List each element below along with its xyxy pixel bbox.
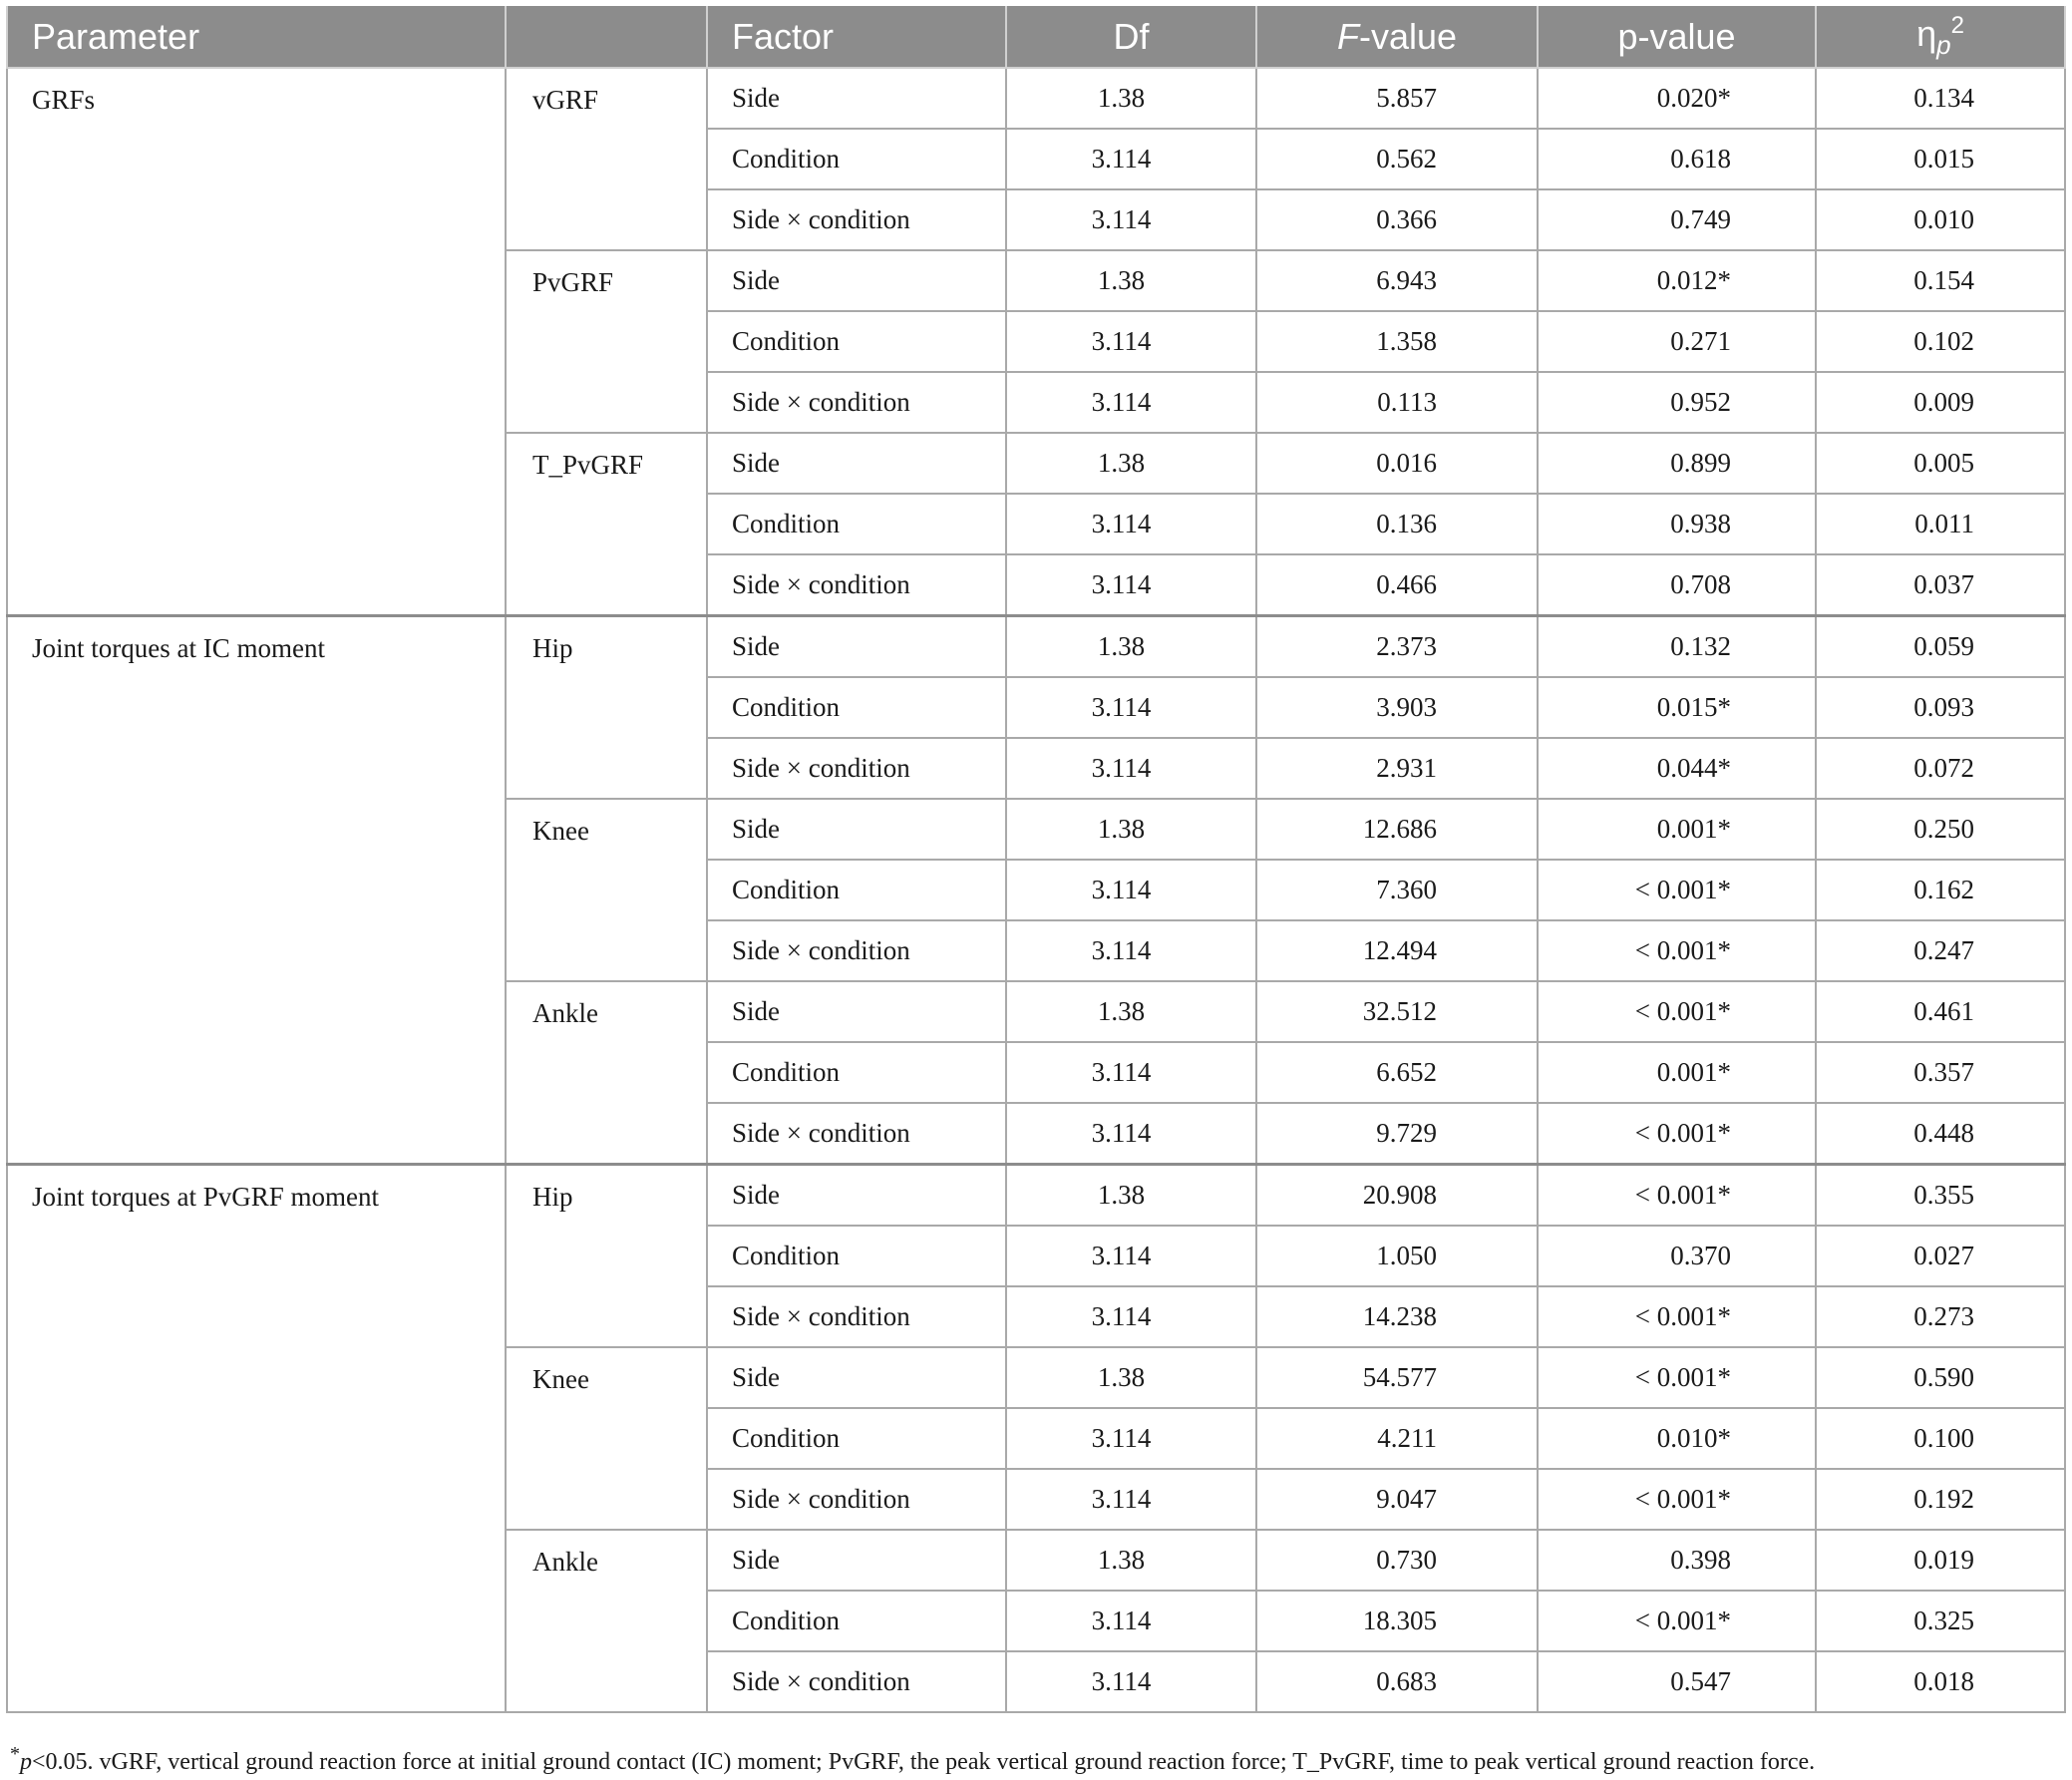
f-value-cell: 3.903 — [1256, 677, 1538, 738]
f-value-cell: 7.360 — [1256, 860, 1538, 920]
f-value-cell: 18.305 — [1256, 1591, 1538, 1651]
p-value-cell: 0.708 — [1538, 554, 1816, 616]
p-value-cell: 0.370 — [1538, 1226, 1816, 1286]
subparameter-cell: Knee — [506, 1347, 707, 1530]
p-value-cell: 0.001* — [1538, 1042, 1816, 1103]
footnote-star: * — [10, 1743, 20, 1765]
df-cell: 3.114 — [1006, 554, 1256, 616]
p-value-cell: 0.010* — [1538, 1408, 1816, 1469]
df-cell: 3.114 — [1006, 1286, 1256, 1347]
factor-cell: Condition — [707, 1591, 1006, 1651]
subparameter-cell: PvGRF — [506, 250, 707, 433]
df-cell: 3.114 — [1006, 1469, 1256, 1530]
p-value-cell: 0.132 — [1538, 616, 1816, 678]
p-value-cell: < 0.001* — [1538, 1347, 1816, 1408]
eta-cell: 0.357 — [1816, 1042, 2065, 1103]
factor-cell: Side × condition — [707, 738, 1006, 799]
df-cell: 3.114 — [1006, 494, 1256, 554]
eta-cell: 0.027 — [1816, 1226, 2065, 1286]
factor-cell: Side × condition — [707, 554, 1006, 616]
df-cell: 3.114 — [1006, 1408, 1256, 1469]
p-value-cell: < 0.001* — [1538, 920, 1816, 981]
p-value-cell: < 0.001* — [1538, 1103, 1816, 1165]
eta-cell: 0.005 — [1816, 433, 2065, 494]
factor-cell: Condition — [707, 129, 1006, 189]
df-cell: 3.114 — [1006, 677, 1256, 738]
f-value-cell: 0.683 — [1256, 1651, 1538, 1712]
factor-cell: Condition — [707, 494, 1006, 554]
factor-cell: Side — [707, 981, 1006, 1042]
parameter-cell: Joint torques at IC moment — [7, 616, 506, 1165]
df-cell: 1.38 — [1006, 981, 1256, 1042]
factor-cell: Side × condition — [707, 1103, 1006, 1165]
f-value-cell: 9.047 — [1256, 1469, 1538, 1530]
f-value-cell: 32.512 — [1256, 981, 1538, 1042]
table-row — [7, 1165, 2065, 1227]
p-value-cell: 0.020* — [1538, 68, 1816, 129]
header-eta — [1816, 6, 2065, 68]
parameter-cell: GRFs — [7, 68, 506, 616]
p-value-cell: 0.001* — [1538, 799, 1816, 860]
parameter-cell: Joint torques at PvGRF moment — [7, 1165, 506, 1713]
factor-cell: Side × condition — [707, 1469, 1006, 1530]
factor-cell: Condition — [707, 1226, 1006, 1286]
f-value-cell: 5.857 — [1256, 68, 1538, 129]
eta-cell: 0.015 — [1816, 129, 2065, 189]
table-footnote — [10, 1743, 2064, 1776]
df-cell: 1.38 — [1006, 68, 1256, 129]
df-cell: 1.38 — [1006, 1530, 1256, 1591]
header-eta-sup: 2 — [1950, 11, 1964, 39]
eta-cell: 0.192 — [1816, 1469, 2065, 1530]
df-cell: 3.114 — [1006, 1591, 1256, 1651]
f-value-cell: 4.211 — [1256, 1408, 1538, 1469]
subparameter-cell: T_PvGRF — [506, 433, 707, 616]
factor-cell: Condition — [707, 311, 1006, 372]
eta-cell: 0.162 — [1816, 860, 2065, 920]
df-cell: 3.114 — [1006, 189, 1256, 250]
header-f-letter: F — [1336, 15, 1359, 57]
f-value-cell: 1.358 — [1256, 311, 1538, 372]
eta-cell: 0.590 — [1816, 1347, 2065, 1408]
eta-cell: 0.448 — [1816, 1103, 2065, 1165]
subparameter-cell: Hip — [506, 1165, 707, 1348]
eta-cell: 0.273 — [1816, 1286, 2065, 1347]
results-table-container — [6, 6, 2064, 1713]
f-value-cell: 9.729 — [1256, 1103, 1538, 1165]
df-cell: 3.114 — [1006, 1651, 1256, 1712]
eta-cell: 0.461 — [1816, 981, 2065, 1042]
df-cell: 3.114 — [1006, 738, 1256, 799]
factor-cell: Side × condition — [707, 372, 1006, 433]
header-eta-sub: p — [1936, 30, 1951, 61]
eta-cell: 0.018 — [1816, 1651, 2065, 1712]
f-value-cell: 12.494 — [1256, 920, 1538, 981]
f-value-cell: 1.050 — [1256, 1226, 1538, 1286]
df-cell: 3.114 — [1006, 920, 1256, 981]
p-value-cell: 0.547 — [1538, 1651, 1816, 1712]
f-value-cell: 0.136 — [1256, 494, 1538, 554]
f-value-cell: 2.373 — [1256, 616, 1538, 678]
f-value-cell: 6.943 — [1256, 250, 1538, 311]
subparameter-cell: Ankle — [506, 981, 707, 1165]
p-value-cell: < 0.001* — [1538, 981, 1816, 1042]
eta-cell: 0.011 — [1816, 494, 2065, 554]
p-value-cell: < 0.001* — [1538, 1591, 1816, 1651]
p-value-cell: 0.012* — [1538, 250, 1816, 311]
f-value-cell: 20.908 — [1256, 1165, 1538, 1227]
factor-cell: Side — [707, 68, 1006, 129]
table-row — [7, 68, 2065, 129]
factor-cell: Condition — [707, 1042, 1006, 1103]
f-value-cell: 6.652 — [1256, 1042, 1538, 1103]
header-f-rest: -value — [1358, 15, 1458, 57]
eta-cell: 0.059 — [1816, 616, 2065, 678]
factor-cell: Side — [707, 799, 1006, 860]
footnote-p: p — [20, 1749, 32, 1775]
eta-cell: 0.072 — [1816, 738, 2065, 799]
df-cell: 3.114 — [1006, 1103, 1256, 1165]
df-cell: 1.38 — [1006, 616, 1256, 678]
df-cell: 1.38 — [1006, 1165, 1256, 1227]
p-value-cell: 0.398 — [1538, 1530, 1816, 1591]
header-subparameter — [506, 6, 707, 68]
df-cell: 3.114 — [1006, 1042, 1256, 1103]
df-cell: 3.114 — [1006, 311, 1256, 372]
p-value-cell: 0.938 — [1538, 494, 1816, 554]
p-value-cell: 0.271 — [1538, 311, 1816, 372]
p-value-cell: < 0.001* — [1538, 1286, 1816, 1347]
table-row — [7, 616, 2065, 678]
footnote-text: <0.05. vGRF, vertical ground reaction force at initial ground contact (IC) moment; PvGRF, the peak vertical ground reaction force; T_PvGRF, time to peak vertical ground reaction force. — [32, 1749, 1816, 1775]
p-value-cell: < 0.001* — [1538, 1469, 1816, 1530]
p-value-cell: < 0.001* — [1538, 1165, 1816, 1227]
p-value-cell: 0.952 — [1538, 372, 1816, 433]
factor-cell: Side × condition — [707, 1651, 1006, 1712]
f-value-cell: 0.562 — [1256, 129, 1538, 189]
df-cell: 3.114 — [1006, 1226, 1256, 1286]
eta-cell: 0.134 — [1816, 68, 2065, 129]
f-value-cell: 54.577 — [1256, 1347, 1538, 1408]
header-factor: Factor — [707, 6, 1006, 68]
factor-cell: Side — [707, 250, 1006, 311]
factor-cell: Condition — [707, 1408, 1006, 1469]
p-value-cell: 0.749 — [1538, 189, 1816, 250]
factor-cell: Side × condition — [707, 189, 1006, 250]
factor-cell: Condition — [707, 677, 1006, 738]
eta-cell: 0.019 — [1816, 1530, 2065, 1591]
eta-cell: 0.100 — [1816, 1408, 2065, 1469]
df-cell: 1.38 — [1006, 799, 1256, 860]
factor-cell: Side × condition — [707, 920, 1006, 981]
p-value-cell: < 0.001* — [1538, 860, 1816, 920]
eta-cell: 0.250 — [1816, 799, 2065, 860]
f-value-cell: 12.686 — [1256, 799, 1538, 860]
factor-cell: Side — [707, 1347, 1006, 1408]
df-cell: 3.114 — [1006, 372, 1256, 433]
eta-cell: 0.325 — [1816, 1591, 2065, 1651]
anova-results-table — [6, 6, 2066, 1713]
df-cell: 3.114 — [1006, 129, 1256, 189]
factor-cell: Side × condition — [707, 1286, 1006, 1347]
f-value-cell: 14.238 — [1256, 1286, 1538, 1347]
df-cell: 1.38 — [1006, 433, 1256, 494]
subparameter-cell: Ankle — [506, 1530, 707, 1712]
f-value-cell: 0.366 — [1256, 189, 1538, 250]
f-value-cell: 0.730 — [1256, 1530, 1538, 1591]
eta-cell: 0.154 — [1816, 250, 2065, 311]
p-value-cell: 0.618 — [1538, 129, 1816, 189]
eta-cell: 0.355 — [1816, 1165, 2065, 1227]
factor-cell: Side — [707, 433, 1006, 494]
factor-cell: Side — [707, 1530, 1006, 1591]
table-body — [7, 68, 2065, 1712]
header-f-value — [1256, 6, 1538, 68]
df-cell: 1.38 — [1006, 1347, 1256, 1408]
f-value-cell: 0.016 — [1256, 433, 1538, 494]
factor-cell: Condition — [707, 860, 1006, 920]
table-header-row — [7, 6, 2065, 68]
f-value-cell: 2.931 — [1256, 738, 1538, 799]
header-parameter: Parameter — [7, 6, 506, 68]
p-value-cell: 0.044* — [1538, 738, 1816, 799]
factor-cell: Side — [707, 616, 1006, 678]
f-value-cell: 0.466 — [1256, 554, 1538, 616]
df-cell: 1.38 — [1006, 250, 1256, 311]
eta-cell: 0.102 — [1816, 311, 2065, 372]
subparameter-cell: Hip — [506, 616, 707, 800]
header-df: Df — [1006, 6, 1256, 68]
eta-cell: 0.009 — [1816, 372, 2065, 433]
eta-cell: 0.010 — [1816, 189, 2065, 250]
header-eta-base: η — [1916, 12, 1937, 54]
subparameter-cell: vGRF — [506, 68, 707, 250]
df-cell: 3.114 — [1006, 860, 1256, 920]
eta-cell: 0.093 — [1816, 677, 2065, 738]
eta-cell: 0.037 — [1816, 554, 2065, 616]
factor-cell: Side — [707, 1165, 1006, 1227]
p-value-cell: 0.899 — [1538, 433, 1816, 494]
eta-cell: 0.247 — [1816, 920, 2065, 981]
f-value-cell: 0.113 — [1256, 372, 1538, 433]
subparameter-cell: Knee — [506, 799, 707, 981]
header-p-value: p-value — [1538, 6, 1816, 68]
p-value-cell: 0.015* — [1538, 677, 1816, 738]
